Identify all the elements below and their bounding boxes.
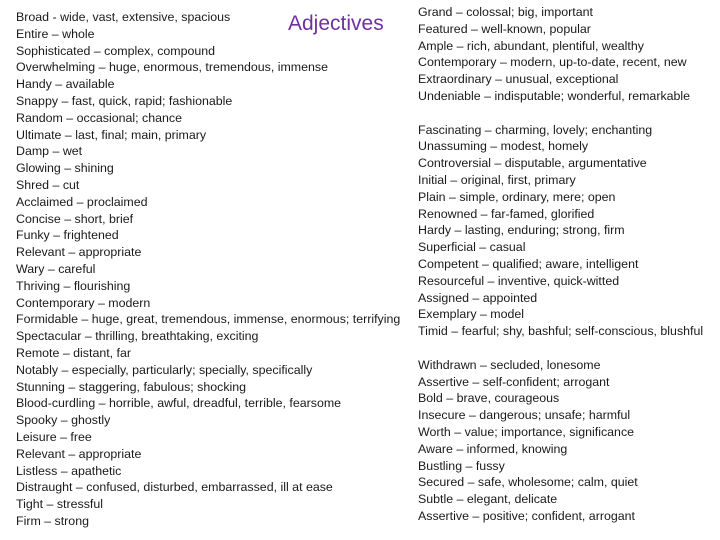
list-item: Fascinating – charming, lovely; enchanting bbox=[418, 122, 653, 137]
list-item: Acclaimed – proclaimed bbox=[16, 194, 148, 209]
list-item: Contemporary – modern, up-to-date, recent, new bbox=[418, 55, 687, 70]
list-item: Exemplary – model bbox=[418, 307, 525, 322]
left-word-list bbox=[16, 9, 400, 530]
list-item: Remote – distant, far bbox=[16, 345, 132, 360]
list-item: Formidable – huge, great, tremendous, immense, enormous; terrifying bbox=[16, 312, 401, 327]
right-word-list bbox=[418, 4, 713, 525]
list-item: Grand – colossal; big, important bbox=[418, 5, 593, 19]
list-item: Withdrawn – secluded, lonesome bbox=[418, 357, 601, 372]
list-item: Aware – informed, knowing bbox=[418, 441, 568, 456]
list-item: Assertive – positive; confident, arrogant bbox=[418, 508, 635, 523]
list-item: Renowned – far-famed, glorified bbox=[418, 206, 595, 221]
list-item: Relevant – appropriate bbox=[16, 446, 142, 461]
list-item: Timid – fearful; shy, bashful; self-conscious, blushful bbox=[418, 324, 704, 339]
list-item: Ultimate – last, final; main, primary bbox=[16, 127, 207, 142]
list-item: Entire – whole bbox=[16, 26, 95, 41]
list-item: Initial – original, first, primary bbox=[418, 172, 576, 187]
list-item: Resourceful – inventive, quick-witted bbox=[418, 273, 620, 288]
list-item: Assertive – self-confident; arrogant bbox=[418, 374, 610, 389]
list-item: Subtle – elegant, delicate bbox=[418, 492, 558, 507]
list-item: Controversial – disputable, argumentative bbox=[418, 156, 647, 171]
list-item: Broad - wide, vast, extensive, spacious bbox=[16, 10, 231, 24]
list-item: Bold – brave, courageous bbox=[418, 391, 560, 406]
list-item: Sophisticated – complex, compound bbox=[16, 43, 216, 58]
list-item: Relevant – appropriate bbox=[16, 245, 142, 260]
list-item: Damp – wet bbox=[16, 144, 83, 159]
list-item: Bustling – fussy bbox=[418, 458, 505, 473]
list-item: Spooky – ghostly bbox=[16, 413, 111, 428]
list-item: Insecure – dangerous; unsafe; harmful bbox=[418, 408, 631, 423]
list-item: Spectacular – thrilling, breathtaking, exciting bbox=[16, 329, 259, 344]
list-item: Listless – apathetic bbox=[16, 463, 122, 478]
list-item: Featured – well-known, popular bbox=[418, 21, 591, 36]
list-item: Wary – careful bbox=[16, 261, 96, 276]
list-item: Leisure – free bbox=[16, 429, 92, 444]
list-item: Undeniable – indisputable; wonderful, remarkable bbox=[418, 88, 691, 103]
list-item: Firm – strong bbox=[16, 513, 89, 528]
list-item: Handy – available bbox=[16, 77, 115, 92]
list-item: Worth – value; importance, significance bbox=[418, 424, 635, 439]
list-item: Funky – frightened bbox=[16, 228, 119, 243]
list-item: Random – occasional; chance bbox=[16, 110, 182, 125]
list-item: Secured – safe, wholesome; calm, quiet bbox=[418, 475, 638, 490]
list-item: Unassuming – modest, homely bbox=[418, 139, 589, 154]
list-item: Distraught – confused, disturbed, embarrassed, ill at ease bbox=[16, 480, 333, 495]
list-item: Hardy – lasting, enduring; strong, firm bbox=[418, 223, 625, 238]
list-item: Ample – rich, abundant, plentiful, wealthy bbox=[418, 38, 644, 53]
list-item: Concise – short, brief bbox=[16, 211, 134, 226]
list-item: Stunning – staggering, fabulous; shocking bbox=[16, 379, 247, 394]
list-item: Tight – stressful bbox=[16, 497, 103, 512]
list-item: Competent – qualified; aware, intelligent bbox=[418, 256, 639, 271]
list-item: Notably – especially, particularly; specially, specifically bbox=[16, 362, 313, 377]
list-item: Thriving – flourishing bbox=[16, 278, 131, 293]
list-item: Blood-curdling – horrible, awful, dreadful, terrible, fearsome bbox=[16, 396, 342, 411]
list-item: Assigned – appointed bbox=[418, 290, 538, 305]
list-item: Shred – cut bbox=[16, 177, 80, 192]
list-item: Glowing – shining bbox=[16, 161, 114, 176]
list-item: Overwhelming – huge, enormous, tremendous, immense bbox=[16, 60, 328, 75]
list-item: Extraordinary – unusual, exceptional bbox=[418, 72, 619, 87]
list-item: Snappy – fast, quick, rapid; fashionable bbox=[16, 93, 233, 108]
page-title: Adjectives bbox=[288, 12, 384, 35]
list-item: Contemporary – modern bbox=[16, 295, 151, 310]
list-item: Plain – simple, ordinary, mere; open bbox=[418, 189, 616, 204]
list-item: Superficial – casual bbox=[418, 240, 526, 255]
